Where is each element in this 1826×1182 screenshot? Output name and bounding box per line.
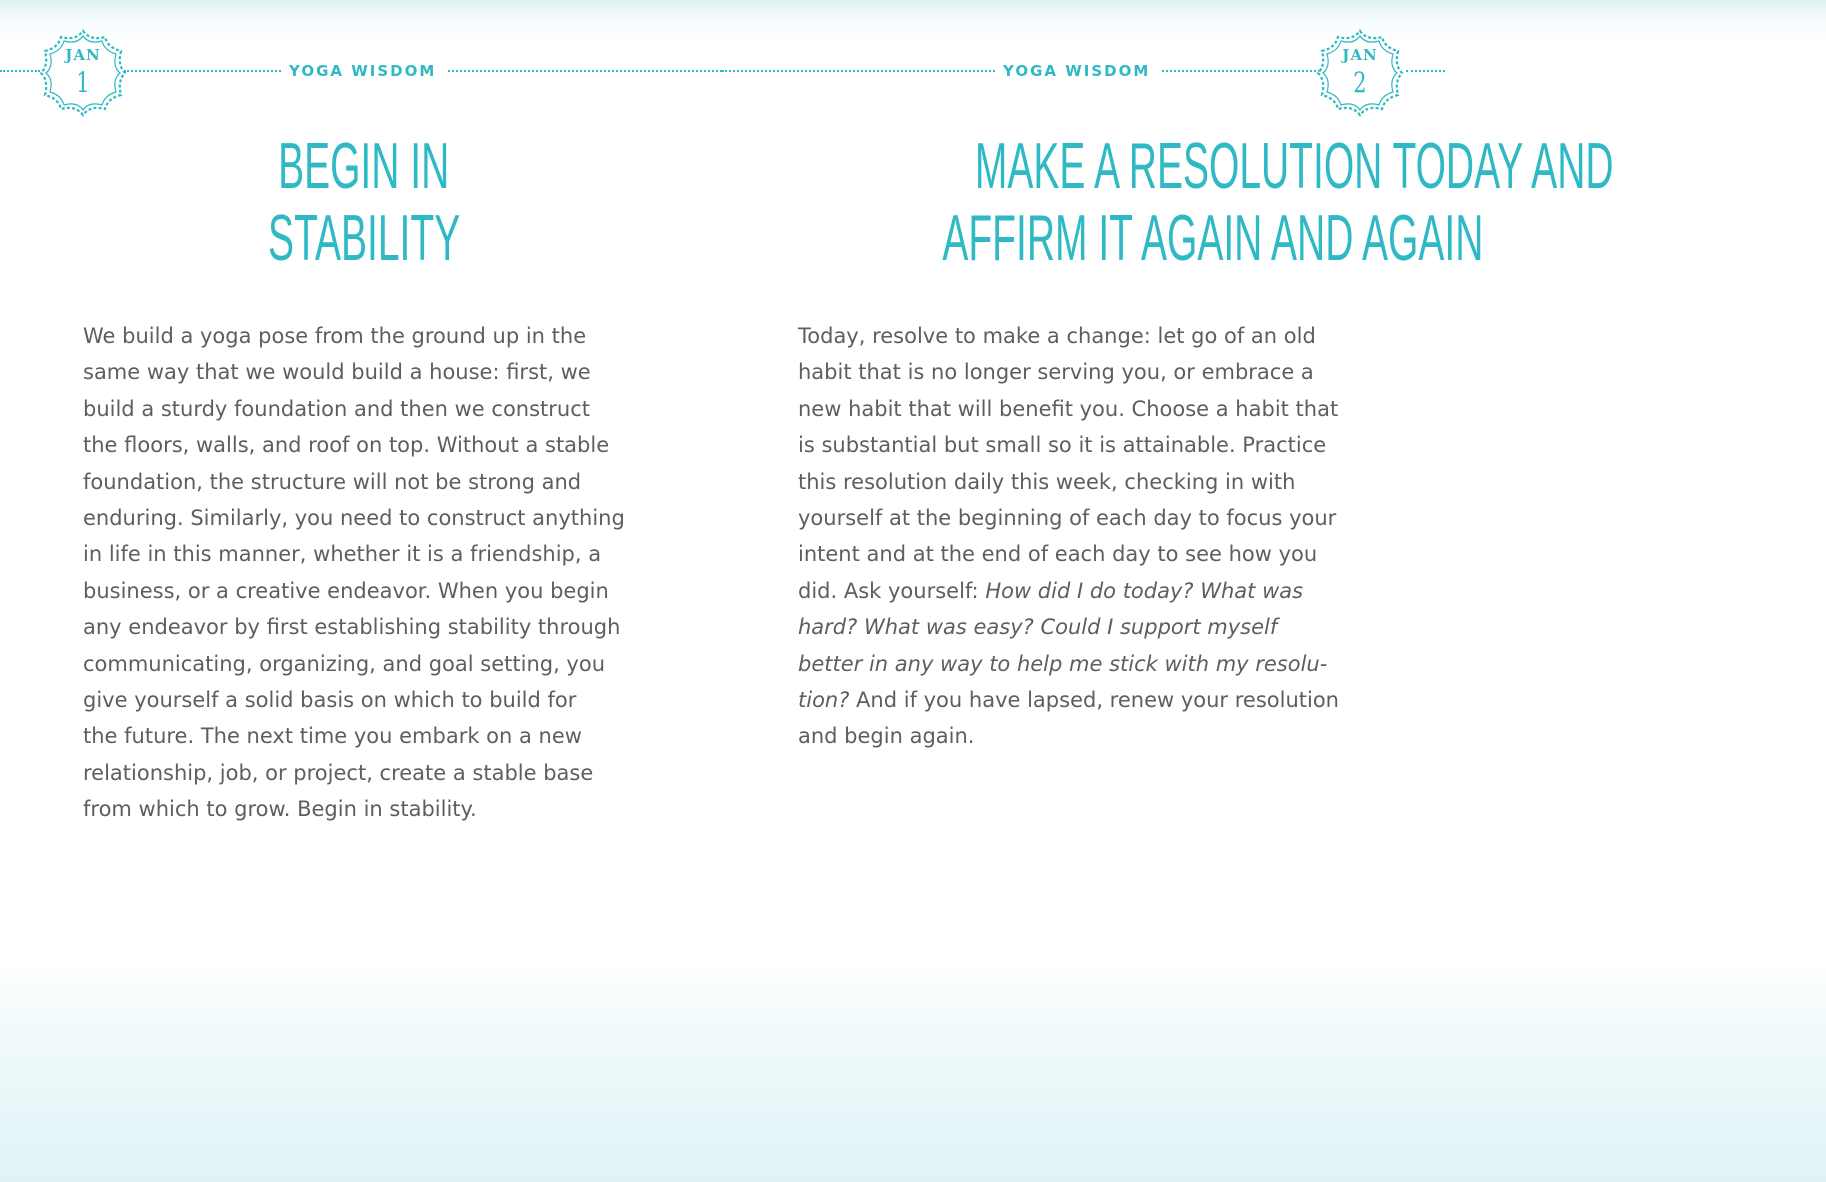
title-line: AFFIRM IT AGAIN AND AGAIN: [942, 201, 1484, 274]
entry-title: [72, 130, 656, 274]
badge-month: JAN: [65, 46, 101, 64]
running-head: YOGA WISDOM: [289, 62, 437, 80]
body-line: foundation, the structure will not be strong and: [83, 469, 582, 494]
entry-body: [83, 318, 693, 827]
right-page: [722, 0, 1614, 1182]
badge-month: JAN: [1342, 46, 1378, 64]
body-line: business, or a creative endeavor. When you begin: [83, 578, 609, 603]
left-page: [0, 0, 722, 1182]
header-rule: [0, 70, 40, 72]
body-line: the floors, walls, and roof on top. Without a stable: [83, 433, 610, 458]
body-line: did. Ask yourself: How did I do today? What was: [798, 578, 1304, 603]
header-rule: [448, 70, 722, 72]
italic-question: hard? What was easy? Could I support myself: [798, 615, 1278, 640]
body-line: intent and at the end of each day to see how you: [798, 542, 1318, 567]
body-line: new habit that will benefit you. Choose a habit that: [798, 396, 1339, 421]
body-line: the future. The next time you embark on a new: [83, 724, 582, 749]
body-line: same way that we would build a house: first, we: [83, 360, 591, 385]
header-rule: [722, 70, 995, 72]
running-head: YOGA WISDOM: [1003, 62, 1151, 80]
date-badge: [37, 27, 129, 119]
body-line: habit that is no longer serving you, or embrace a: [798, 360, 1314, 385]
title-line: MAKE A RESOLUTION TODAY AND: [974, 129, 1614, 202]
italic-question: tion?: [798, 687, 850, 712]
title-line: BEGIN IN: [278, 129, 450, 202]
body-line: give yourself a solid basis on which to build for: [83, 687, 577, 712]
italic-question: How did I do today? What was: [985, 578, 1304, 603]
body-line: is substantial but small so it is attainable. Practice: [798, 433, 1327, 458]
date-badge: [1314, 27, 1406, 119]
header-rule: [1162, 70, 1320, 72]
body-line: this resolution daily this week, checking in with: [798, 469, 1296, 494]
body-line: and begin again.: [798, 724, 975, 749]
entry-title: [762, 129, 1614, 274]
body-line: relationship, job, or project, create a stable base: [83, 760, 594, 785]
header-rule: [1406, 70, 1445, 72]
body-line: build a sturdy foundation and then we construct: [83, 396, 591, 421]
body-line: enduring. Similarly, you need to construct anything: [83, 505, 625, 530]
badge-day: 1: [76, 66, 90, 99]
italic-question: better in any way to help me stick with my resolu-: [798, 651, 1328, 676]
body-line: We build a yoga pose from the ground up in the: [83, 324, 587, 348]
entry-body: [798, 318, 1418, 755]
badge-day: 2: [1353, 66, 1367, 99]
body-line: any endeavor by first establishing stability through: [83, 615, 621, 640]
body-line: from which to grow. Begin in stability.: [83, 797, 477, 822]
body-line: tion? And if you have lapsed, renew your resolution: [798, 687, 1339, 712]
body-line: [798, 646, 1418, 682]
body-line: communicating, organizing, and goal setting, you: [83, 651, 606, 676]
body-line: Today, resolve to make a change: let go of an old: [798, 324, 1316, 348]
header-rule: [124, 70, 281, 72]
body-line: [798, 609, 1418, 645]
title-line: STABILITY: [267, 201, 461, 274]
body-line: in life in this manner, whether it is a friendship, a: [83, 542, 602, 567]
body-line: yourself at the beginning of each day to focus your: [798, 505, 1337, 530]
